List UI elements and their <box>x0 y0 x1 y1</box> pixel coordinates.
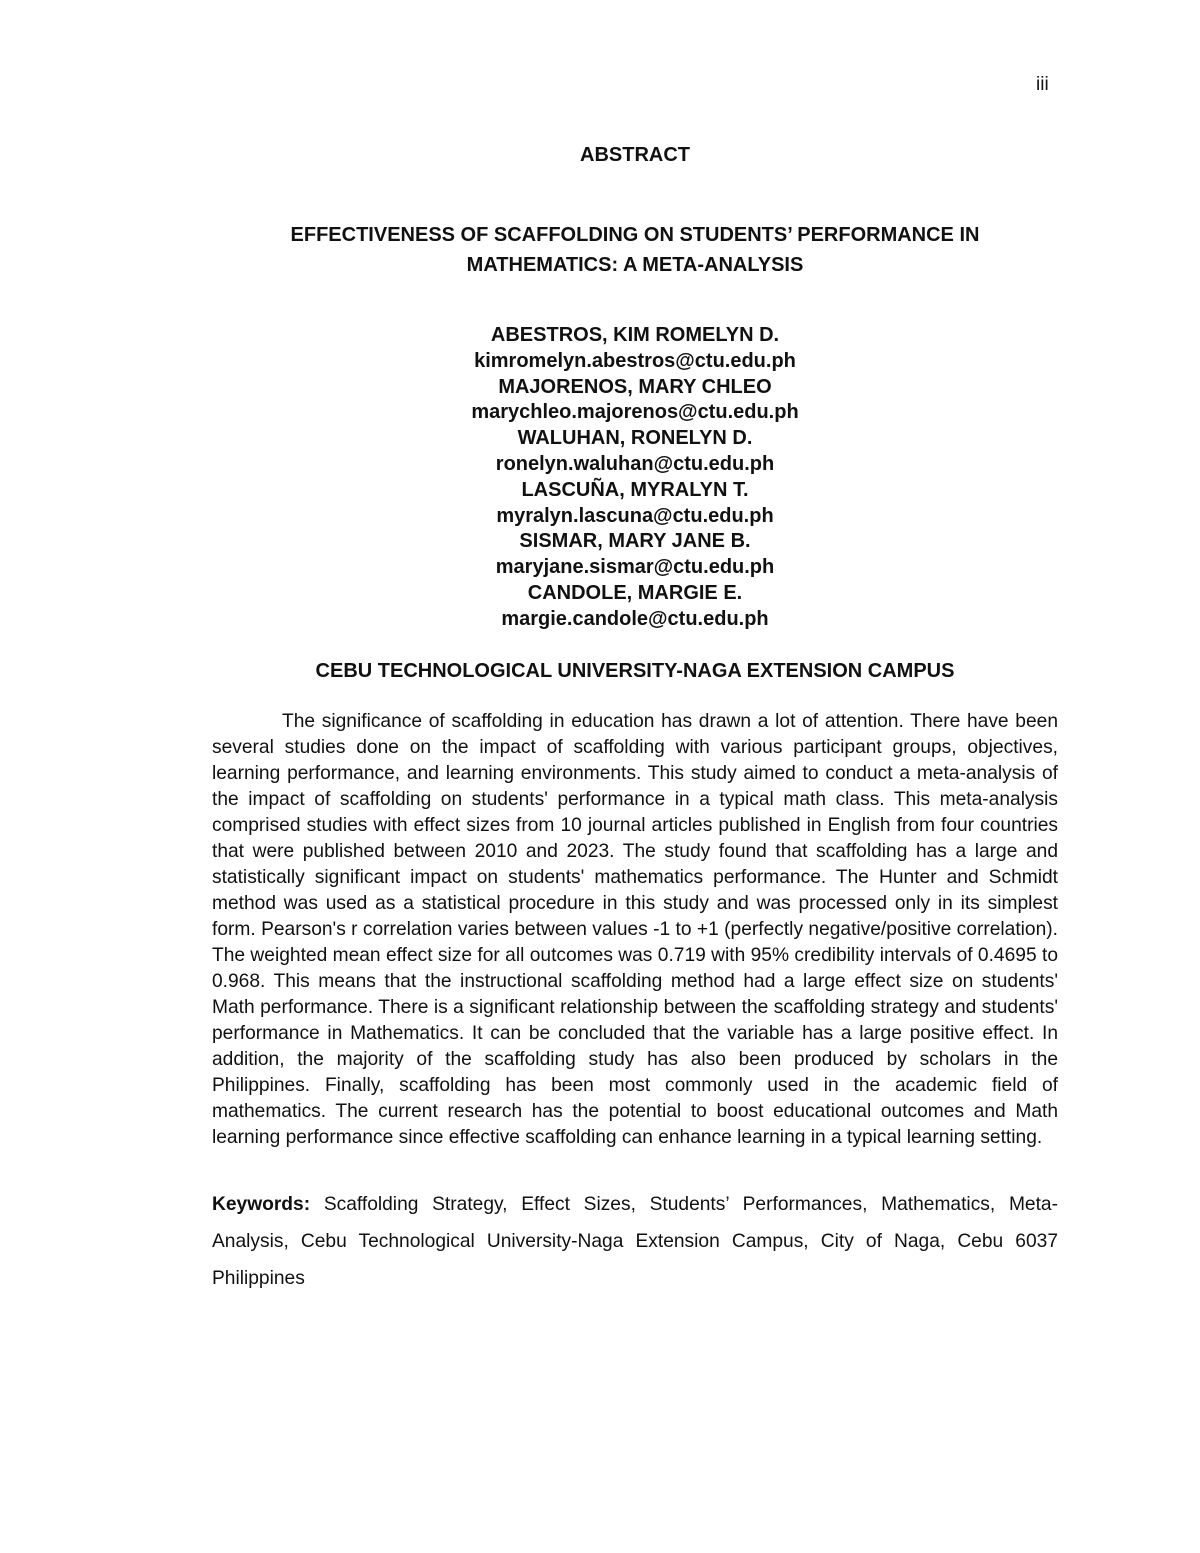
author-email: marychleo.majorenos@ctu.edu.ph <box>471 401 799 424</box>
author-name: SISMAR, MARY JANE B. <box>519 530 751 553</box>
author-list <box>212 323 1058 633</box>
paper-title <box>212 220 1058 280</box>
paper-title-line-1: EFFECTIVENESS OF SCAFFOLDING ON STUDENTS’ PERFORMANCE IN <box>290 224 980 246</box>
author-name: WALUHAN, RONELYN D. <box>517 427 753 450</box>
author-name: MAJORENOS, MARY CHLEO <box>498 375 772 398</box>
institution-name: CEBU TECHNOLOGICAL UNIVERSITY-NAGA EXTENSION CAMPUS <box>315 659 955 682</box>
page-number: iii <box>1036 74 1049 95</box>
keywords-label: Keywords: <box>212 1193 311 1215</box>
keywords-text: Scaffolding Strategy, Effect Sizes, Students’ Performances, Mathematics, Meta-Analysis, Cebu Technological University-Naga Extension Campus, City of Naga, Cebu 6037 Philippines <box>212 1193 1058 1289</box>
author-email: maryjane.sismar@ctu.edu.ph <box>495 556 775 579</box>
author-name: ABESTROS, KIM ROMELYN D. <box>490 324 780 346</box>
author-email: kimromelyn.abestros@ctu.edu.ph <box>474 349 796 372</box>
author-name: CANDOLE, MARGIE E. <box>527 581 743 604</box>
paper-title-line-2: MATHEMATICS: A META-ANALYSIS <box>466 254 804 276</box>
keywords-paragraph <box>212 1186 1058 1297</box>
author-email: margie.candole@ctu.edu.ph <box>501 607 769 630</box>
author-email: myralyn.lascuna@ctu.edu.ph <box>496 504 774 527</box>
author-name: LASCUÑA, MYRALYN T. <box>521 478 749 501</box>
abstract-body: The significance of scaffolding in education has drawn a lot of attention. There have been several studies done on the impact of scaffolding with various participant groups, objectives, learning performance, and learning environments. This study aimed to conduct a meta-analysis of the impact of scaffolding on students' performance in a typical math class. This meta-analysis comprised studies with effect sizes from 10 journal articles published in English from four countries that were published between 2010 and 2023. The study found that scaffolding has a large and statistically significant impact on students' mathematics performance. The Hunter and Schmidt method was used as a statistical procedure in this study and was processed only in its simplest form. Pearson's r correlation varies between values -1 to +1 (perfectly negative/positive correlation). The weighted mean effect size for all outcomes was 0.719 with 95% credibility intervals of 0.4695 to 0.968. This means that the instructional scaffolding method had a large effect size on students' Math performance. There is a significant relationship between the scaffolding strategy and students' performance in Mathematics. It can be concluded that the variable has a large positive effect. In addition, the majority of the scaffolding study has also been produced by scholars in the Philippines. Finally, scaffolding has been most commonly used in the academic field of mathematics. The current research has the potential to boost educational outcomes and Math learning performance since effective scaffolding can enhance learning in a typical learning setting. <box>212 710 1058 1148</box>
author-email: ronelyn.waluhan@ctu.edu.ph <box>495 452 775 475</box>
abstract-heading: ABSTRACT <box>580 144 690 166</box>
abstract-content <box>212 140 1058 1316</box>
